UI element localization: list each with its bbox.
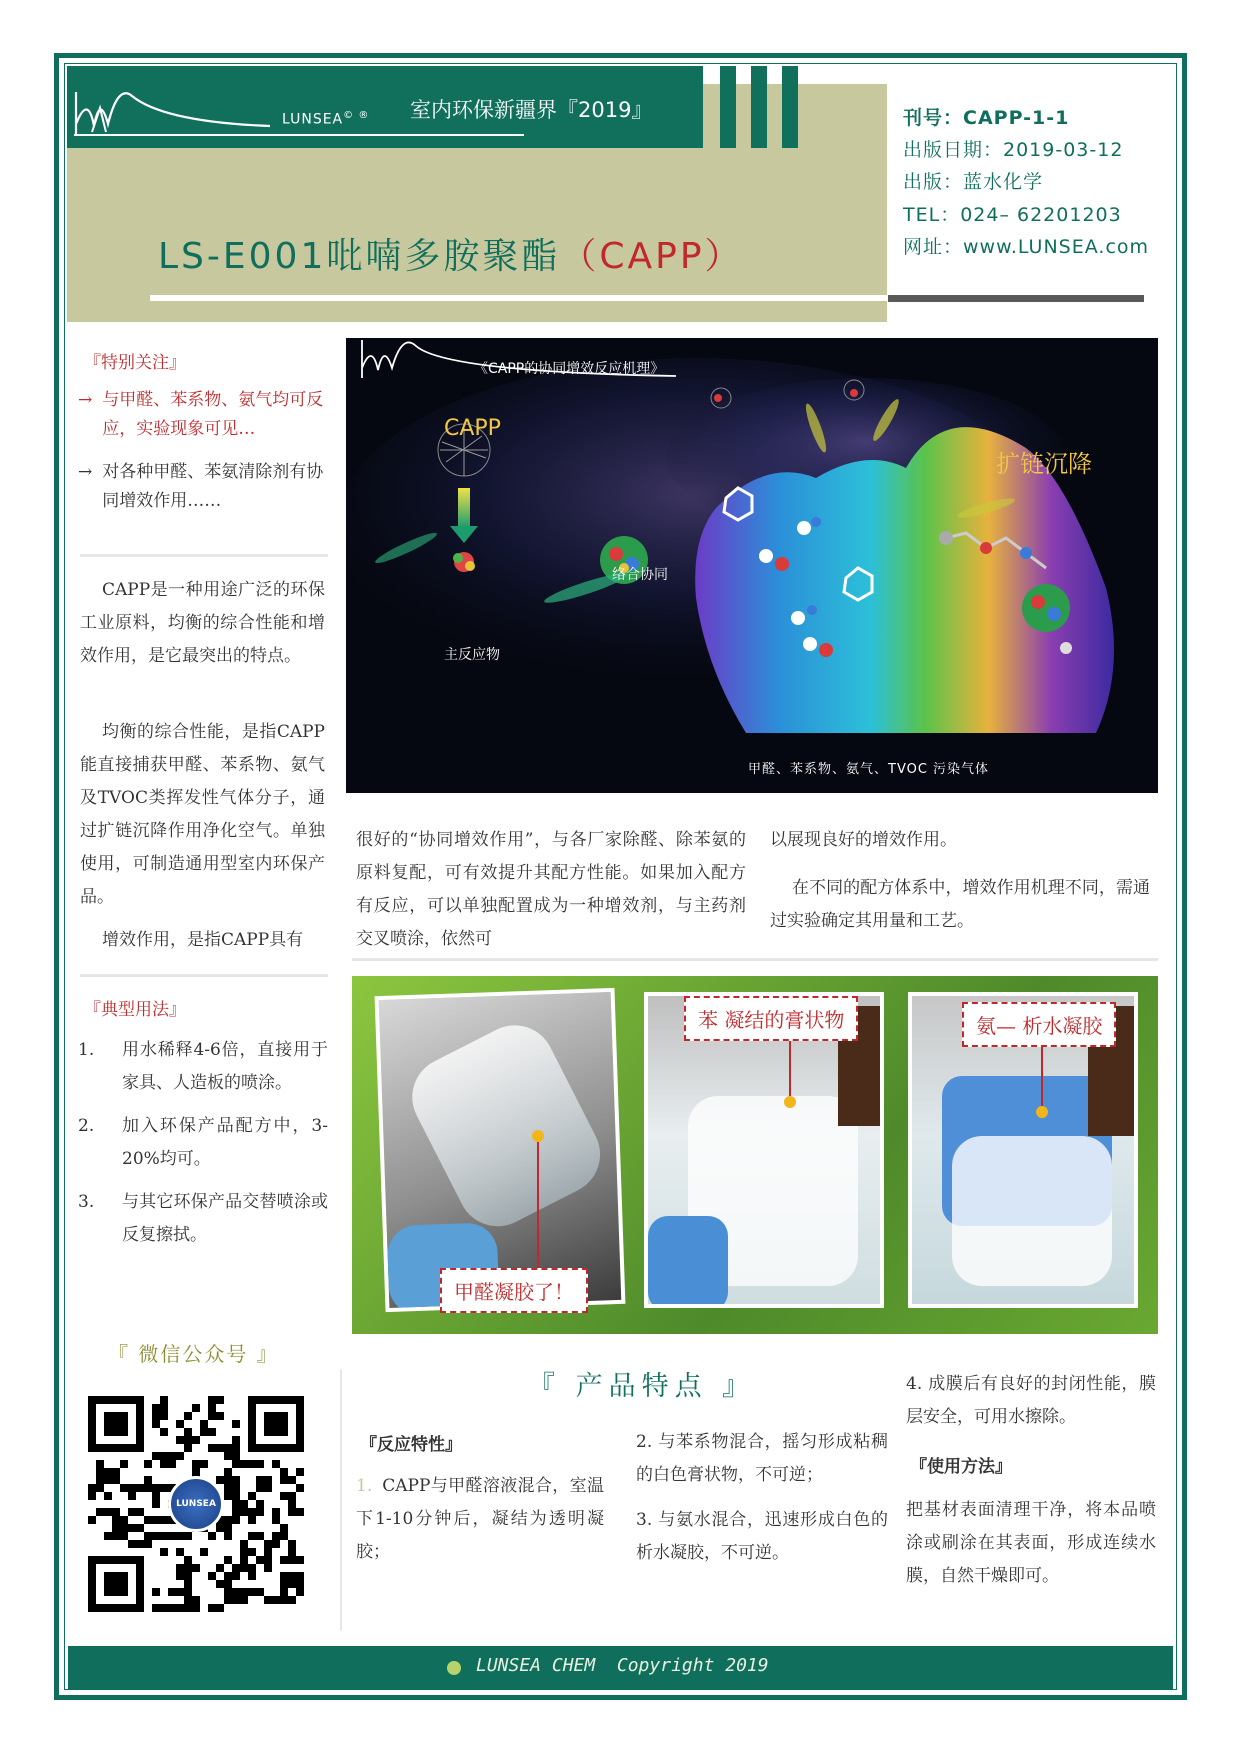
header-tagline: 室内环保新疆界『2019』: [410, 98, 653, 122]
extension-label: 扩链沉降: [996, 450, 1092, 478]
experiment-photos: [352, 976, 1158, 1334]
complex-label: 络合协同: [612, 567, 668, 583]
marker-dot: [784, 1096, 796, 1108]
feature-item: 3. 与氨水混合，迅速形成白色的析水凝胶，不可逆。: [636, 1510, 888, 1563]
brand-name: LUNSEA© ®: [282, 110, 370, 128]
usage-method-heading: 『使用方法』: [910, 1457, 1012, 1477]
mechanism-illustration: [346, 338, 1158, 793]
photo-label: 氨— 析水凝胶: [962, 1002, 1116, 1047]
title-underline: [150, 295, 888, 301]
header-stripe: [720, 66, 736, 148]
title-underline-dark: [888, 295, 1144, 302]
capp-label: CAPP: [444, 416, 501, 441]
marker-dot: [1036, 1106, 1048, 1118]
body-text-column: 在不同的配方体系中，增效作用机理不同，需通过实验确定其用量和工艺。: [770, 878, 1150, 931]
publisher: 出版：蓝水化学: [903, 171, 1044, 193]
issue-number: 刊号：CAPP-1-1: [903, 107, 1070, 129]
feature-item: 4. 成膜后有良好的封闭性能，膜层安全，可用水擦除。: [906, 1374, 1156, 1427]
lunsea-logo-icon: [74, 84, 274, 136]
footer-bullet-icon: [447, 1661, 461, 1675]
special-item: → 与甲醛、苯系物、氨气均可反应，实验现象可见…: [78, 390, 324, 439]
callout-line: [789, 1036, 791, 1096]
publish-date: 出版日期：2019-03-12: [903, 139, 1124, 161]
mechanism-figure: [346, 338, 1158, 793]
header-stripe: [751, 66, 767, 148]
list-item: 3. 与其它环保产品交替喷涂或反复擦拭。: [78, 1192, 328, 1245]
callout-line: [1041, 1042, 1043, 1106]
column-rule: [340, 1370, 342, 1630]
feature-item: 2. 与苯系物混合，摇匀形成粘稠的白色膏状物，不可逆；: [636, 1432, 888, 1485]
qr-logo: LUNSEA: [168, 1476, 224, 1532]
feature-item: 1. CAPP与甲醛溶液混合，室温下1-10分钟后，凝结为透明凝胶；: [356, 1476, 604, 1562]
body-text-column: 很好的“协同增效作用”，与各厂家除醛、除苯氨的原料复配，可有效提升其配方性能。如果加入配方有反应，可以单独配置成为一种增效剂，与主药剂交叉喷涂，依然可: [356, 830, 746, 949]
body-text-column: 以展现良好的增效作用。: [770, 830, 957, 850]
photo-label: 苯 凝结的膏状物: [684, 996, 858, 1041]
pollutant-label: 甲醛、苯系物、氨气、TVOC 污染气体: [748, 762, 990, 777]
usage-list: [78, 1034, 328, 1252]
divider: [80, 554, 328, 557]
marker-dot: [532, 1130, 544, 1142]
list-item: 1. 用水稀释4-6倍，直接用于家具、人造板的喷涂。: [78, 1040, 328, 1093]
page-title: LS-E001吡喃多胺聚酯（CAPP）: [158, 236, 744, 277]
features-heading: 『 产品特点 』: [528, 1371, 756, 1402]
usage-heading: 『典型用法』: [84, 1000, 186, 1020]
callout-line: [537, 1142, 539, 1268]
list-item: 2. 加入环保产品配方中，3-20%均可。: [78, 1116, 328, 1169]
telephone: TEL：024– 62201203: [903, 204, 1122, 226]
usage-method-text: 把基材表面清理干净，将本品喷涂或刷涂在其表面，形成连续水膜，自然干燥即可。: [906, 1500, 1156, 1586]
footer-copyright: LUNSEA CHEM Copyright 2019: [476, 1655, 769, 1676]
main-reactant-label: 主反应物: [444, 647, 500, 663]
divider: [352, 958, 1158, 961]
intro-paragraph: 均衡的综合性能，是指CAPP能直接捕获甲醛、苯系物、氨气及TVOC类挥发性气体分子，通过扩链沉降作用净化空气。单独使用，可制造通用型室内环保产品。: [80, 722, 325, 907]
wechat-qr-code[interactable]: [88, 1396, 304, 1612]
intro-paragraph: 增效作用，是指CAPP具有: [102, 930, 304, 950]
divider: [80, 974, 328, 977]
mechanism-title: 《CAPP的协同增效反应机理》: [474, 361, 665, 377]
website-link[interactable]: 网址：www.LUNSEA.com: [903, 236, 1150, 258]
wechat-heading: 『 微信公众号 』: [108, 1342, 279, 1366]
header-stripe: [782, 66, 798, 148]
special-item: → 对各种甲醛、苯氨清除剂有协同增效作用……: [78, 462, 324, 511]
special-heading: 『特别关注』: [84, 353, 186, 373]
intro-paragraph: CAPP是一种用途广泛的环保工业原料，均衡的综合性能和增效作用，是它最突出的特点。: [80, 580, 325, 666]
reaction-heading: 『反应特性』: [360, 1435, 462, 1455]
formaldehyde-photo: [375, 988, 626, 1312]
photo-label: 甲醛凝胶了！: [440, 1268, 588, 1313]
